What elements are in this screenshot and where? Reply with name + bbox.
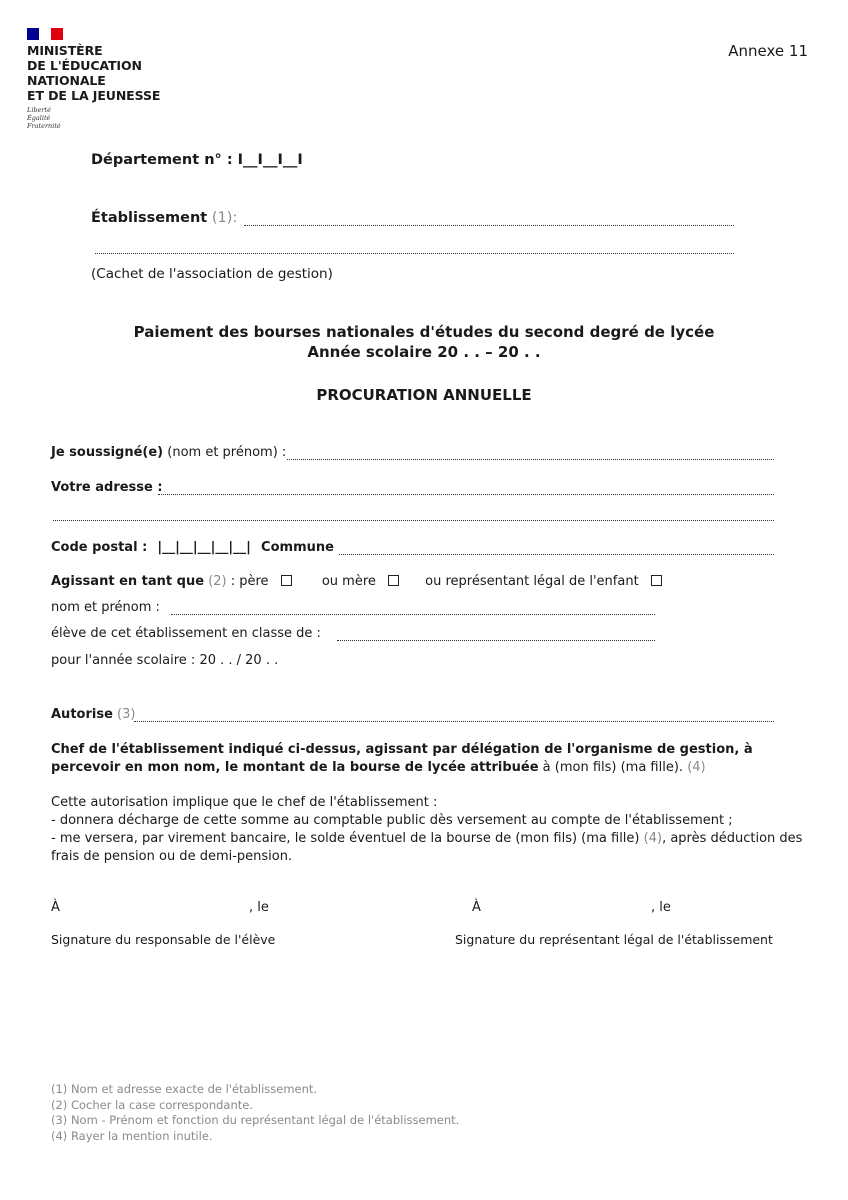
adresse-field-2[interactable] <box>53 520 774 521</box>
adresse-label: Votre adresse : <box>51 480 163 495</box>
french-flag-logo <box>27 28 63 40</box>
etablissement-line-2[interactable] <box>95 253 734 254</box>
pere-checkbox[interactable] <box>281 575 292 586</box>
republic-motto: Liberté Égalité Fraternité <box>27 106 61 130</box>
soussigne-field[interactable] <box>287 459 774 460</box>
nom-prenom-field[interactable] <box>171 614 655 615</box>
authorization-implications: Cette autorisation implique que le chef de l'établissement : - donnera décharge de cette somme au comptable public dès versement au compte de l'établissement ; - me versera, par virement bancaire, le solde éventuel de la bourse de (mon fils) (ma fille) (4), après déduction des frais de pension ou de demi-pension. <box>51 795 803 864</box>
autorise-field[interactable] <box>134 721 774 722</box>
document-title: Paiement des bourses nationales d'études du second degré de lycée <box>133 323 715 341</box>
annexe-label: Annexe 11 <box>728 42 808 60</box>
cachet-note: (Cachet de l'association de gestion) <box>91 266 333 282</box>
code-postal-field[interactable]: |__|__|__|__|__| <box>157 540 251 555</box>
agissant-row: Agissant en tant que (2) : père ou mère ou représentant légal de l'enfant <box>51 574 662 589</box>
procuration-heading: PROCURATION ANNUELLE <box>316 386 532 404</box>
autorise-label: Autorise (3) <box>51 707 136 722</box>
footnotes <box>51 1082 459 1144</box>
left-date-label: , le <box>249 900 269 915</box>
etablissement-line-1[interactable] <box>244 225 734 226</box>
adresse-field-1[interactable] <box>158 494 774 495</box>
etablissement-label: Établissement (1): <box>91 210 238 226</box>
right-signature-label: Signature du représentant légal de l'établissement <box>455 932 773 947</box>
code-postal-row: Code postal : |__|__|__|__|__| Commune <box>51 540 334 555</box>
soussigne-label: Je soussigné(e) (nom et prénom) : <box>51 445 287 460</box>
departement-field[interactable]: Département n° : I__I__I__I <box>91 152 303 168</box>
ministry-name: MINISTÈRE DE L'ÉDUCATION NATIONALE ET DE LA JEUNESSE <box>27 43 161 103</box>
flag-blue-band <box>27 28 39 40</box>
mere-checkbox[interactable] <box>388 575 399 586</box>
annee-scolaire-field[interactable]: pour l'année scolaire : 20 . . / 20 . . <box>51 653 279 668</box>
authorization-paragraph: Chef de l'établissement indiqué ci-dessus, agissant par délégation de l'organisme de gestion, à percevoir en mon nom, le montant de la bourse de lycée attribuée à (mon fils) (ma fille). (4) <box>51 742 753 775</box>
representant-checkbox[interactable] <box>651 575 662 586</box>
nom-prenom-label: nom et prénom : <box>51 600 160 615</box>
left-signature-label: Signature du responsable de l'élève <box>51 932 276 947</box>
flag-white-band <box>39 28 51 40</box>
left-place-label: À <box>51 900 60 915</box>
classe-label: élève de cet établissement en classe de : <box>51 626 321 641</box>
flag-red-band <box>51 28 63 40</box>
footnote-4: (4) Rayer la mention inutile. <box>51 1128 213 1143</box>
classe-field[interactable] <box>337 640 655 641</box>
footnote-1: (1) Nom et adresse exacte de l'établissement. <box>51 1082 318 1096</box>
right-place-label: À <box>472 900 481 915</box>
footnote-2: (2) Cocher la case correspondante. <box>51 1097 253 1112</box>
footnote-3: (3) Nom - Prénom et fonction du représentant légal de l'établissement. <box>51 1113 460 1127</box>
right-date-label: , le <box>651 900 671 915</box>
school-year-title: Année scolaire 20 . . – 20 . . <box>307 343 541 361</box>
commune-field[interactable] <box>339 554 774 555</box>
